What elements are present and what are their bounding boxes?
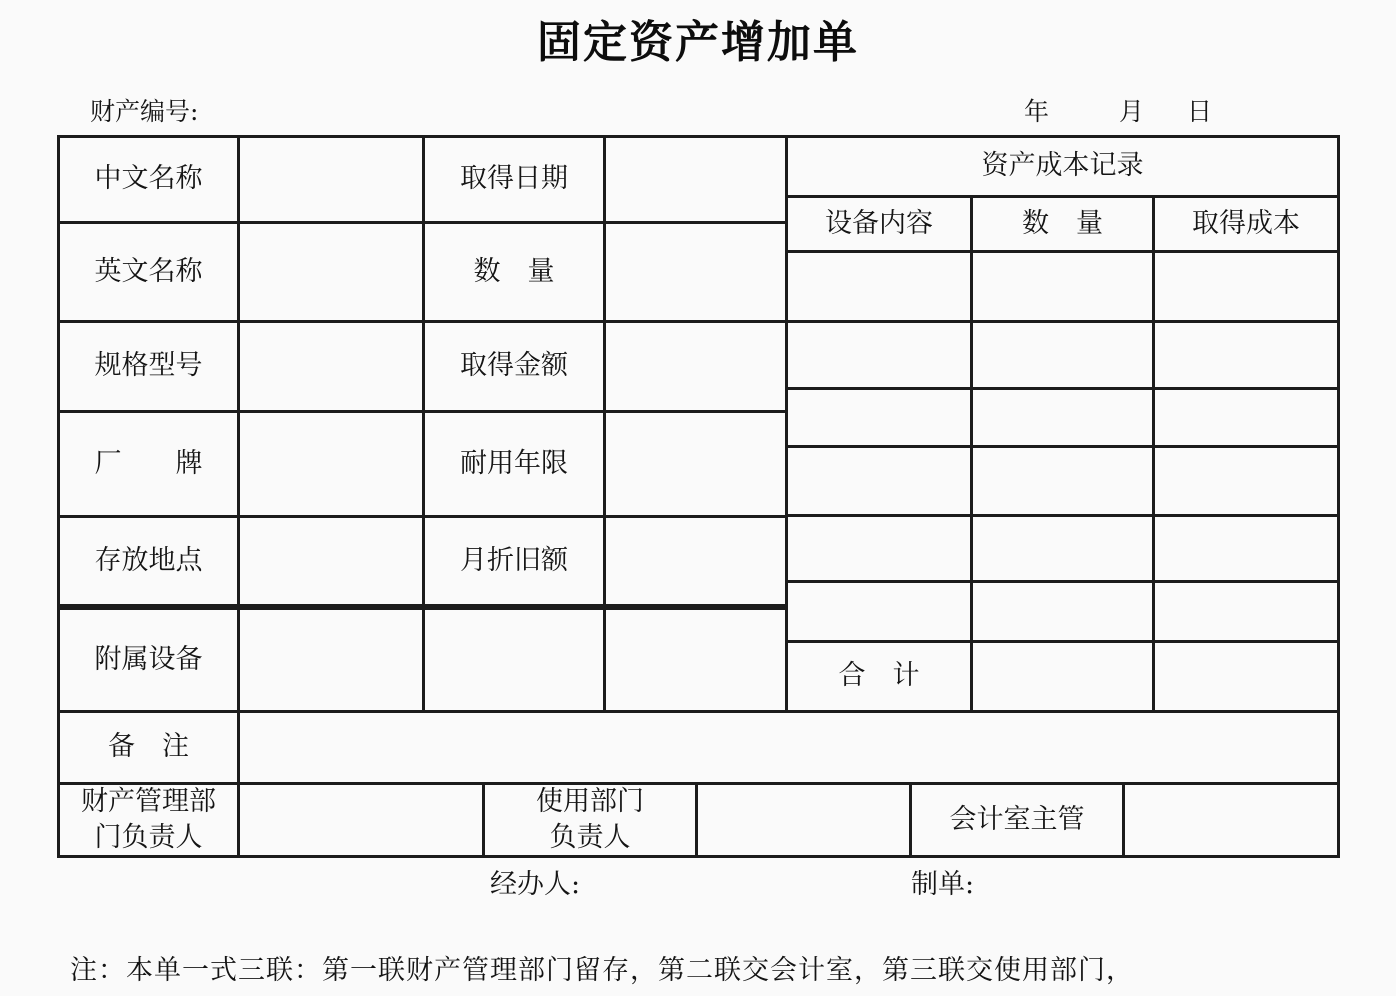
brand-label: 厂 牌 [60,413,240,518]
accessory-equipment-label: 附属设备 [60,610,240,713]
durable-years-label: 耐用年限 [425,413,606,518]
remarks-row [60,713,1337,785]
english-name-label: 英文名称 [60,224,240,323]
total-label: 合 计 [788,643,973,713]
equipment-content-column-header: 设备内容 [788,198,973,253]
cost-row-cell [788,323,973,390]
cost-row-cell [1155,253,1337,323]
property-dept-head-signature-cell [240,785,485,855]
cost-row-cell [973,253,1155,323]
monthly-depreciation-value-cell [606,518,788,610]
cost-row-cell [973,583,1155,643]
cost-row-cell [788,253,973,323]
acquisition-date-label: 取得日期 [425,138,606,224]
acquisition-amount-label: 取得金额 [425,323,606,413]
cost-row-cell [973,517,1155,583]
cost-record-header: 资产成本记录 [788,138,1337,198]
remarks-value-cell [240,713,1337,785]
spec-model-label: 规格型号 [60,323,240,413]
brand-value-cell [240,413,425,518]
spec-model-value-cell [240,323,425,413]
cost-row-cell [973,323,1155,390]
cost-row-cell [1155,448,1337,517]
form-table [57,135,1340,858]
cost-row-cell [1155,390,1337,448]
quantity-column-header: 数 量 [973,198,1155,253]
storage-location-value-cell [240,518,425,610]
asset-detail-section [60,138,788,713]
signature-row [60,785,1337,855]
cost-row-cell [788,517,973,583]
preparer-label: 制单: [911,869,975,900]
total-cost-cell [1155,643,1337,713]
monthly-depreciation-label: 月折旧额 [425,518,606,610]
accessory-equipment-value-cell [425,610,606,713]
asset-cost-record-section [788,138,1337,713]
handler-label: 经办人: [490,869,581,900]
using-dept-head-label [485,785,698,855]
durable-years-value-cell [606,413,788,518]
cost-row-cell [973,448,1155,517]
cost-row-cell [788,390,973,448]
quantity-label: 数 量 [425,224,606,323]
english-name-value-cell [240,224,425,323]
cost-row-cell [788,583,973,643]
cost-row-cell [973,390,1155,448]
using-dept-head-text: 使用部门负责人 [536,785,644,853]
accessory-equipment-value-cell [606,610,788,713]
date-year-label: 年 [1024,97,1050,126]
cost-row-cell [788,448,973,517]
acquisition-date-value-cell [606,138,788,224]
date-month-label: 月 [1119,97,1145,126]
cost-row-cell [1155,583,1337,643]
property-number-label: 财产编号: [90,97,199,126]
cost-row-cell [1155,517,1337,583]
chinese-name-label: 中文名称 [60,138,240,224]
acquisition-cost-column-header: 取得成本 [1155,198,1337,253]
accessory-equipment-value-cell [240,610,425,713]
remarks-label: 备 注 [60,713,240,785]
accounting-supervisor-signature-cell [1125,785,1337,855]
chinese-name-value-cell [240,138,425,224]
storage-location-label: 存放地点 [60,518,240,610]
total-quantity-cell [973,643,1155,713]
quantity-value-cell [606,224,788,323]
date-day-label: 日 [1187,97,1213,126]
cost-row-cell [1155,323,1337,390]
footnote: 注：本单一式三联：第一联财产管理部门留存，第二联交会计室，第三联交使用部门， [70,955,1134,986]
acquisition-amount-value-cell [606,323,788,413]
property-dept-head-text: 财产管理部门负责人 [81,785,216,853]
page-title: 固定资产增加单 [537,17,859,68]
property-dept-head-label [60,785,240,855]
accounting-supervisor-label: 会计室主管 [912,785,1125,855]
using-dept-head-signature-cell [698,785,912,855]
